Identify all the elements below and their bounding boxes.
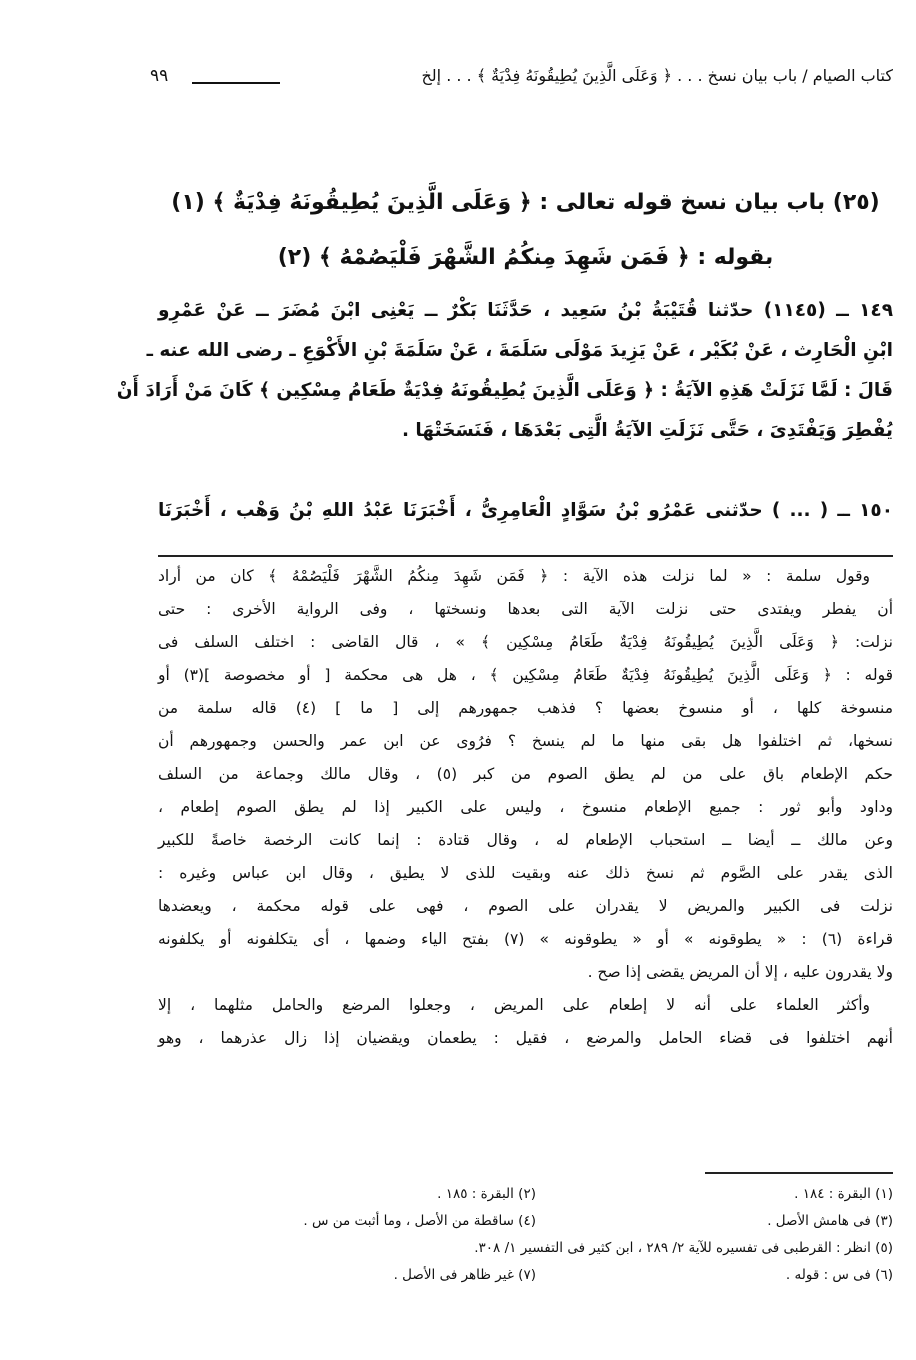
footnote-6: (٦) فى س : قوله . bbox=[785, 1267, 893, 1283]
hadith-line: ابْنِ الْحَارِث ، عَنْ بُكَيْر ، عَنْ يَزِيدَ مَوْلَى سَلَمَةَ ، عَنْ سَلَمَةَ بْنِ الأَكْوَعِ ـ رضى الله عنه ـ bbox=[146, 340, 893, 361]
footnote-divider bbox=[705, 1172, 893, 1174]
footnote-4: (٤) ساقطة من الأصل ، وما أثبت من س . bbox=[303, 1213, 536, 1229]
commentary-line: وقول سلمة : « لما نزلت هذه الآية : ﴿ فَمَن شَهِدَ مِنكُمُ الشَّهْرَ فَلْيَصُمْهُ ﴾ كان من أراد bbox=[158, 567, 870, 585]
hadith-line: يُفْطِرَ وَيَفْتَدِىَ ، حَتَّى نَزَلَتِ الآيَةُ الَّتِى بَعْدَهَا ، فَنَسَخَتْهَا . bbox=[401, 420, 893, 441]
hadith-line: ١٤٩ ــ (١١٤٥) حدّثنا قُتَيْبَةُ بْنُ سَعِيد ، حَدَّثَنَا بَكْرٌ ــ يَعْنِى ابْنَ مُضَرَ ــ عَنْ عَمْرِو bbox=[158, 300, 893, 321]
page-number: ٩٩ bbox=[150, 66, 169, 86]
commentary-line: الذى يقدر على الصَّوم ثم نسخ ذلك عنه وبقيت للذى لا يطيق ، وقال ابن عباس وغيره : bbox=[158, 864, 893, 882]
footnote-2: (٢) البقرة : ١٨٥ . bbox=[437, 1186, 536, 1202]
header-rule bbox=[192, 82, 280, 84]
chapter-title-line-1: (٢٥) باب بيان نسخ قوله تعالى : ﴿ وَعَلَى الَّذِينَ يُطِيقُونَهُ فِدْيَةٌ ﴾ (١) bbox=[171, 190, 880, 215]
commentary-line: قراءة (٦) : « يطوقونه » أو « يطوقونه » (٧) بفتح الياء وضمها ، أى يتكلفونه أو يكلفونه bbox=[158, 930, 894, 948]
hadith-line: ١٥٠ ــ ( ... ) حدّثنى عَمْرُو بْنُ سَوَّادٍ الْعَامِرِىُّ ، أَخْبَرَنَا عَبْدُ اللهِ بْنُ وَهْب ، أَخْبَرَنَا bbox=[158, 500, 893, 521]
commentary-line: منسوخة كلها ، أو منسوخ بعضها ؟ فذهب جمهورهم إلى [ ما ] (٤) قاله سلمة من bbox=[158, 699, 893, 717]
footnote-3: (٣) فى هامش الأصل . bbox=[767, 1213, 893, 1229]
commentary-line: نزلت: ﴿ وَعَلَى الَّذِينَ يُطِيقُونَهُ فِدْيَةٌ طَعَامُ مِسْكِين ﴾ » ، قال القاضى : اختلف السلف فى bbox=[158, 633, 893, 651]
commentary-line: أنهم اختلفوا فى قضاء الحامل والمرضع ، فقيل : يطعمان ويقضيان إذا زال عذرهما ، وهو bbox=[158, 1029, 893, 1047]
commentary-line: وداود وأبو ثور : جميع الإطعام منسوخ ، وليس على الكبير إذا لم يطق الصوم إطعام ، bbox=[158, 798, 893, 816]
footnote-7: (٧) غير ظاهر فى الأصل . bbox=[393, 1267, 536, 1283]
commentary-line: قوله : ﴿ وَعَلَى الَّذِينَ يُطِيقُونَهُ فِدْيَةٌ طَعَامُ مِسْكِين ﴾ ، هل هى محكمة [ أو مخصوصة ](٣) أو bbox=[158, 666, 893, 684]
running-title: كتاب الصيام / باب بيان نسخ . . . ﴿ وَعَلَى الَّذِينَ يُطِيقُونَهُ فِدْيَةٌ ﴾ . . . إلخ bbox=[421, 66, 893, 85]
commentary-line: وعن مالك ــ أيضا ــ استحباب الإطعام له ، وقال قتادة : إنما كانت الرخصة خاصةً للكبير bbox=[158, 831, 893, 849]
commentary-line: نسخها، ثم اختلفوا هل بقى منها ما لم ينسخ ؟ فرُوى عن ابن عمر والحسن وجمهورهم أن bbox=[158, 732, 893, 750]
footnote-1: (١) البقرة : ١٨٤ . bbox=[794, 1186, 893, 1202]
commentary-line: أن يفطر ويفتدى حتى نزلت الآية التى بعدها ونسختها ، وفى الرواية الأخرى : حتى bbox=[158, 600, 893, 618]
chapter-title-line-2: بقوله : ﴿ فَمَن شَهِدَ مِنكُمُ الشَّهْرَ فَلْيَصُمْهُ ﴾ (٢) bbox=[277, 245, 774, 270]
hadith-line: قَالَ : لَمَّا نَزَلَتْ هَذِهِ الآيَةُ : ﴿ وَعَلَى الَّذِينَ يُطِيقُونَهُ فِدْيَةٌ طَعَامُ مِسْكِين ﴾ كَانَ مَنْ أَرَادَ أَنْ bbox=[116, 380, 893, 401]
section-divider bbox=[158, 555, 893, 557]
commentary-line: نزلت فى الكبير والمريض لا يقدران على الصوم ، فهى على قوله محكمة ، ويعضدها bbox=[158, 897, 893, 915]
commentary-line: ولا يقدرون عليه ، إلا أن المريض يقضى إذا صح . bbox=[587, 963, 893, 981]
commentary-line: وأكثر العلماء على أنه لا إطعام على المريض ، وجعلوا المرضع والحامل مثلهما ، إلا bbox=[158, 996, 870, 1014]
footnote-5: (٥) انظر : القرطبى فى تفسيره للآية ٢/ ٢٨٩ ، ابن كثير فى التفسير ١/ ٣٠٨. bbox=[474, 1240, 893, 1256]
commentary-line: حكم الإطعام باق على من لم يطق الصوم من كبر (٥) ، وقال مالك وجماعة من السلف bbox=[158, 765, 893, 783]
